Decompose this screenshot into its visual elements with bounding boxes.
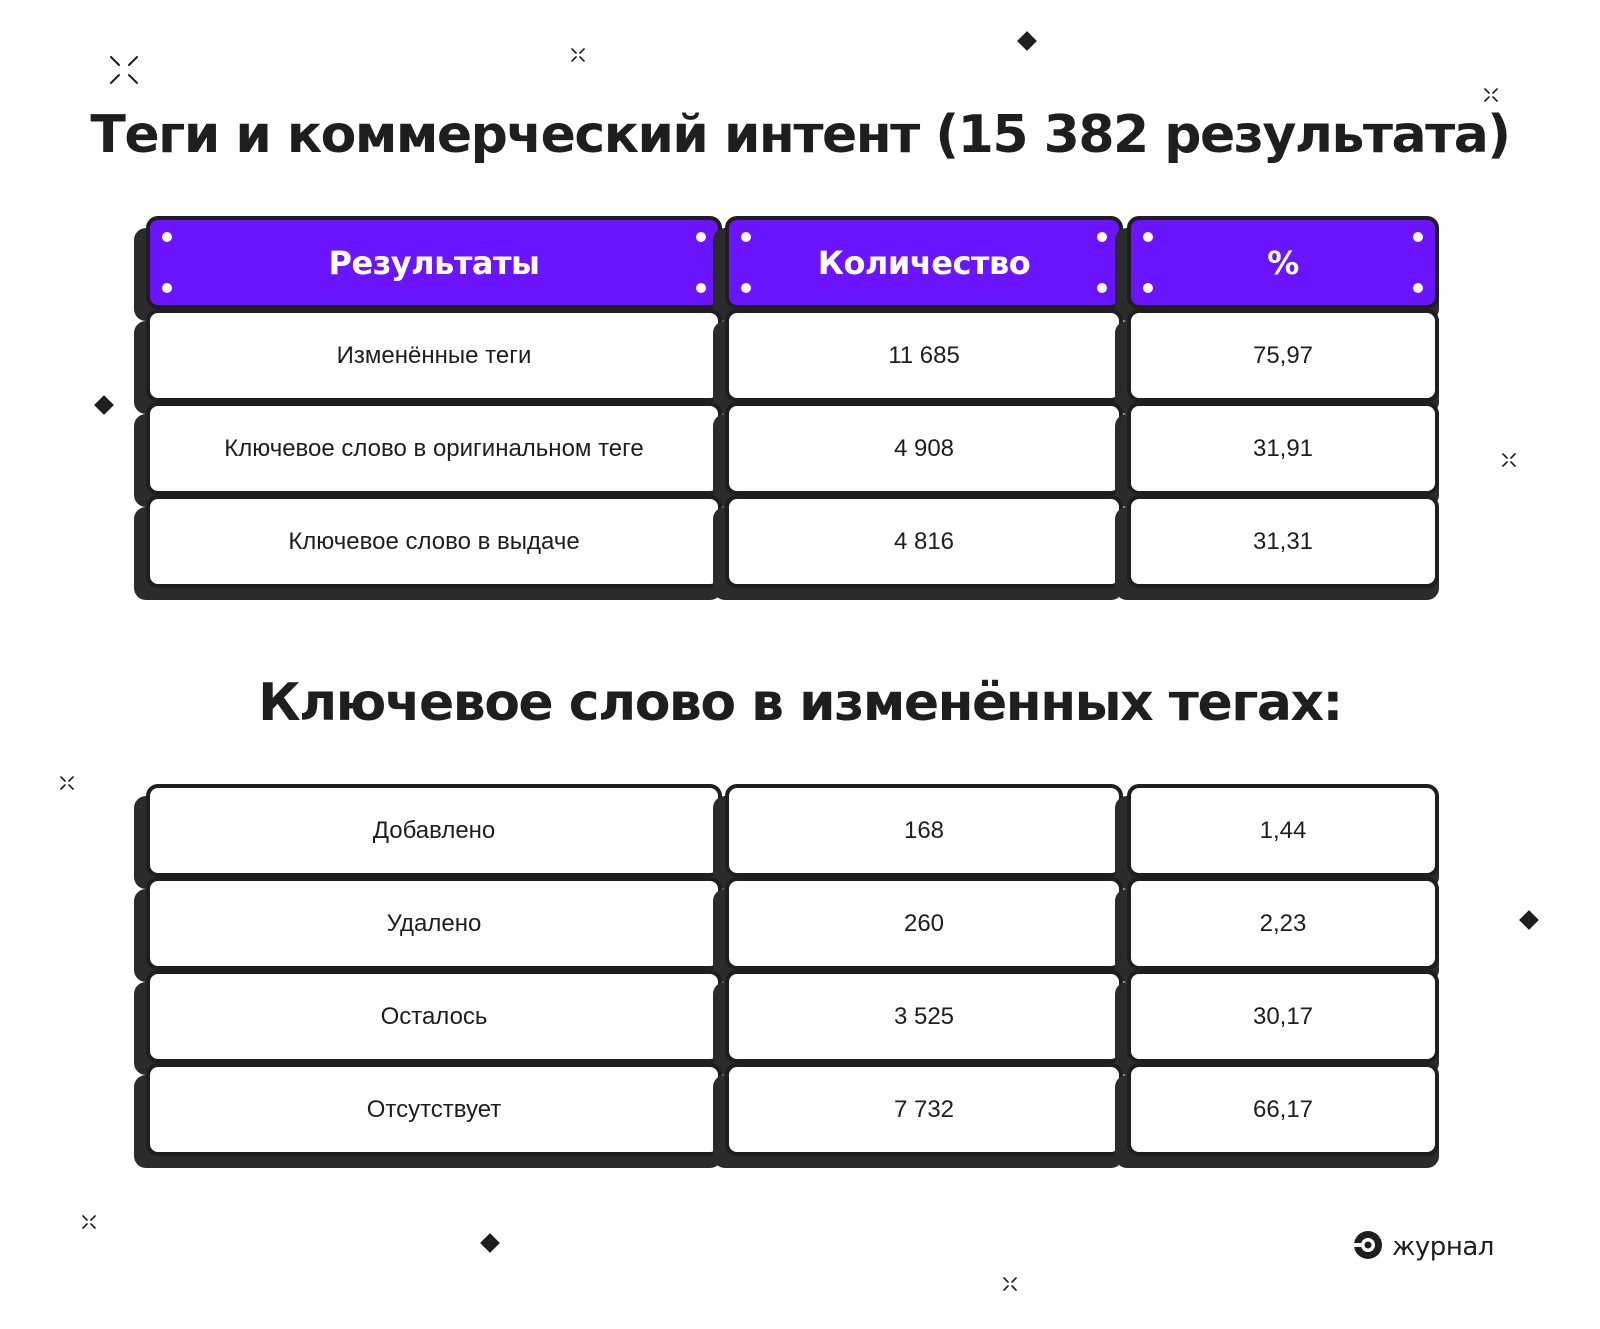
journal-logo-icon: [1352, 1229, 1384, 1266]
table-cell: 3 525: [725, 970, 1123, 1063]
table-cell: 11 685: [725, 309, 1123, 402]
sparkle-decoration-icon: [1502, 453, 1516, 467]
table-cell: Удалено: [146, 877, 722, 970]
table-cell: Изменённые теги: [146, 309, 722, 402]
diamond-decoration-icon: [1519, 910, 1539, 930]
header-label: Количество: [817, 243, 1031, 282]
header-cell-count: [725, 216, 1123, 309]
diamond-decoration-icon: [94, 395, 114, 415]
sparkle-decoration-icon: [82, 1215, 96, 1229]
table-cell: Ключевое слово в оригинальном теге: [146, 402, 722, 495]
table-cell: 30,17: [1127, 970, 1439, 1063]
header-label: Результаты: [328, 243, 540, 282]
section-title: Ключевое слово в изменённых тегах:: [258, 673, 1342, 733]
table-cell: Ключевое слово в выдаче: [146, 495, 722, 588]
table-cell: 66,17: [1127, 1063, 1439, 1156]
table-cell: Осталось: [146, 970, 722, 1063]
header-label: %: [1267, 243, 1299, 282]
table-cell: 7 732: [725, 1063, 1123, 1156]
table-cell: 4 908: [725, 402, 1123, 495]
header-cell-percent: [1127, 216, 1439, 309]
table-cell: Отсутствует: [146, 1063, 722, 1156]
diamond-decoration-icon: [480, 1233, 500, 1253]
table-cell: 31,31: [1127, 495, 1439, 588]
table-cell: 31,91: [1127, 402, 1439, 495]
sparkle-decoration-icon: [108, 54, 140, 86]
logo-text: журнал: [1392, 1232, 1494, 1262]
table-cell: 168: [725, 784, 1123, 877]
table-cell: 260: [725, 877, 1123, 970]
table-cell: 2,23: [1127, 877, 1439, 970]
diamond-decoration-icon: [1017, 31, 1037, 51]
table-cell: 75,97: [1127, 309, 1439, 402]
sparkle-decoration-icon: [60, 776, 74, 790]
sparkle-decoration-icon: [571, 48, 585, 62]
table-cell: 4 816: [725, 495, 1123, 588]
table-cell: Добавлено: [146, 784, 722, 877]
brand-logo: [1352, 1228, 1494, 1266]
header-cell-results: [146, 216, 722, 309]
table-cell: 1,44: [1127, 784, 1439, 877]
sparkle-decoration-icon: [1003, 1277, 1017, 1291]
page-title: Теги и коммерческий интент (15 382 результата): [90, 105, 1510, 165]
sparkle-decoration-icon: [1484, 88, 1498, 102]
